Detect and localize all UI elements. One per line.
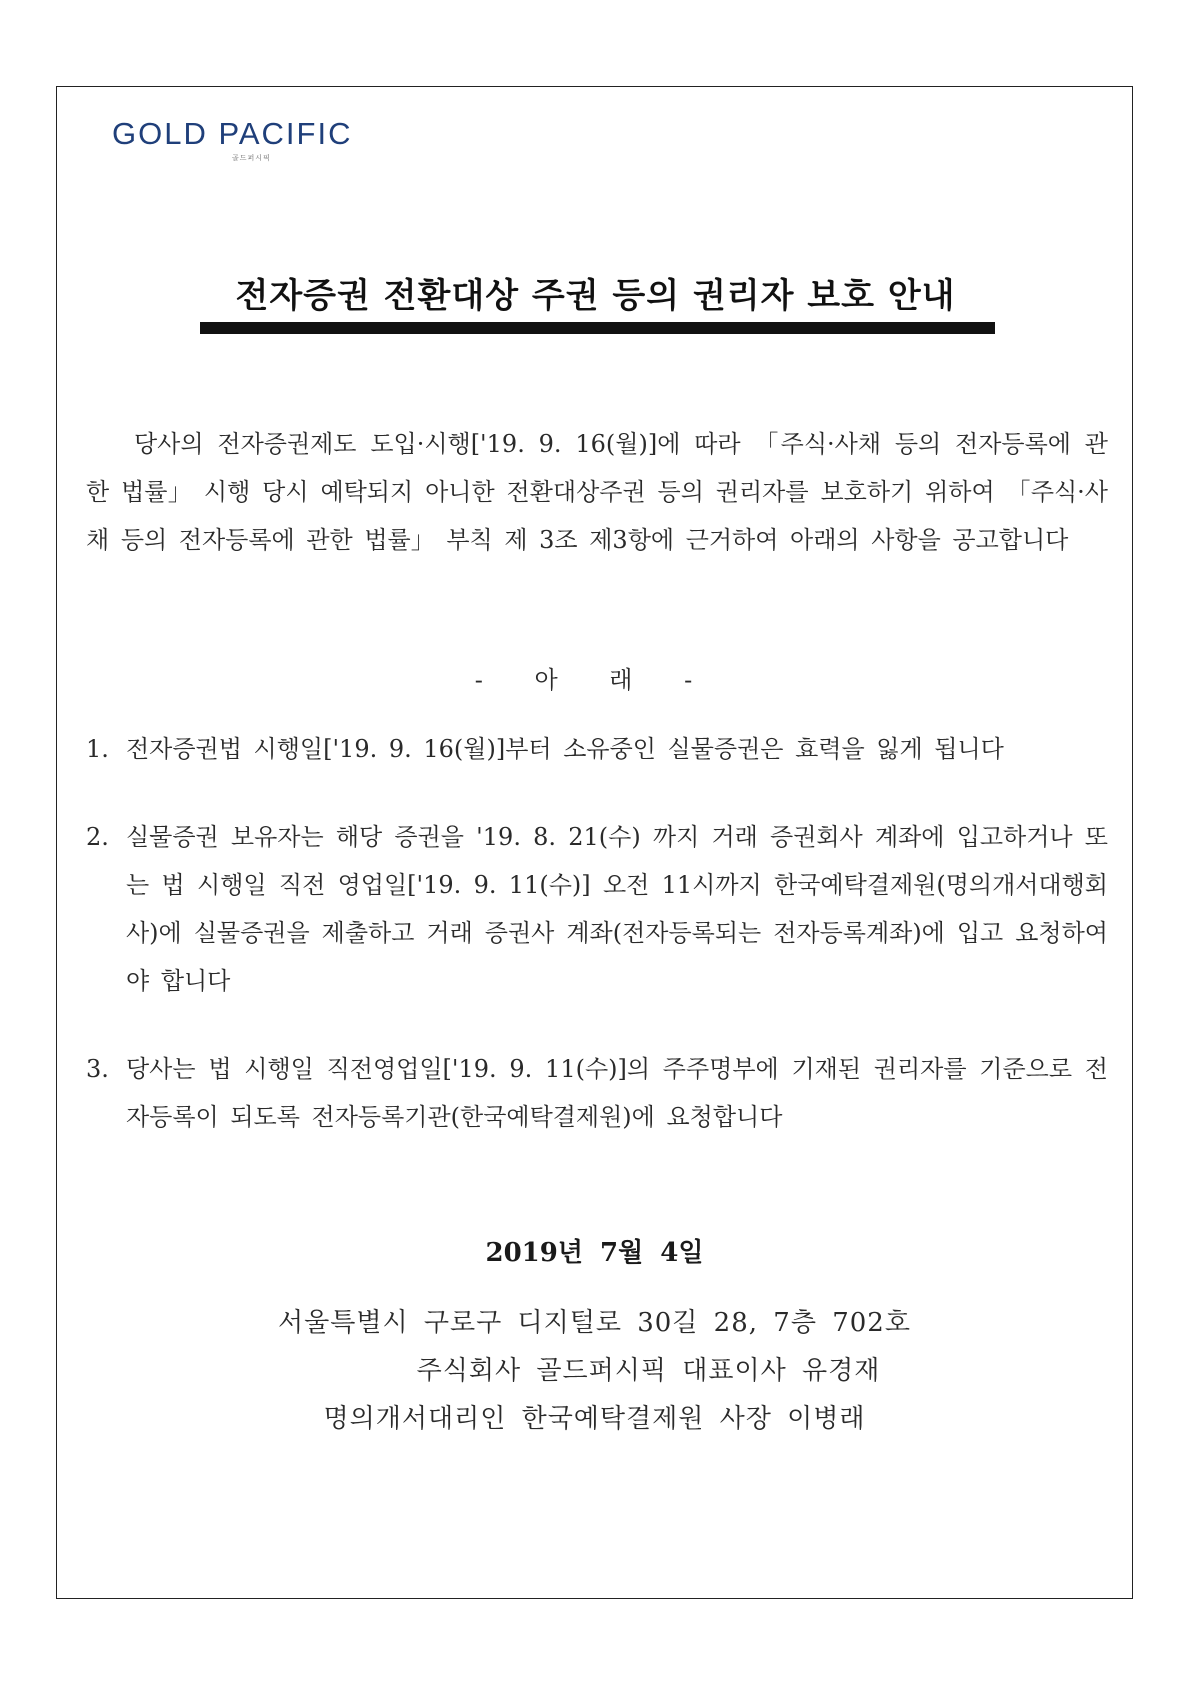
item-text: 당사는 법 시행일 직전영업일['19. 9. 11(수)]의 주주명부에 기재된 권리자를 기준으로 전자등록이 되도록 전자등록기관(한국예탁결제원)에 요청합니다 <box>126 1055 1108 1131</box>
item-number: 3. <box>86 1055 109 1083</box>
signature-company: 주식회사 골드퍼시픽 대표이사 유경재 <box>416 1356 881 1386</box>
list-item <box>86 725 1108 773</box>
signature-address: 서울특별시 구로구 디지털로 30길 28, 7층 702호 <box>278 1308 911 1338</box>
list-item <box>86 1045 1108 1141</box>
logo-wordmark: GOLD PACIFIC <box>112 116 353 151</box>
notice-title: 전자증권 전환대상 주권 등의 권리자 보호 안내 <box>235 276 956 316</box>
item-number: 1. <box>86 735 109 763</box>
logo-subtitle: 골드퍼시픽 <box>232 154 271 162</box>
intro-paragraph: 당사의 전자증권제도 도입·시행['19. 9. 16(월)]에 따라 「주식·사채 등의 전자등록에 관한 법률」 시행 당시 예탁되지 아니한 전환대상주권 등의 권리자를 보호하기 위하여 「주식·사채 등의 전자등록에 관한 법률」 부칙 제 3조 제3항에 근거하여 아래의 사항을 공고합니다 <box>86 430 1108 554</box>
item-text: 전자증권법 시행일['19. 9. 16(월)]부터 소유중인 실물증권은 효력을 잃게 됩니다 <box>126 735 1004 763</box>
company-logo <box>112 118 412 163</box>
item-text: 실물증권 보유자는 해당 증권을 '19. 8. 21(수) 까지 거래 증권회사 계좌에 입고하거나 또는 법 시행일 직전 영업일['19. 9. 11(수)] 오전 11시까지 한국예탁결제원(명의개서대행회사)에 실물증권을 제출하고 거래 증권사 계좌(전자등록되는 전자등록계좌)에 입고 요청하여야 합니다 <box>126 823 1108 995</box>
notice-items <box>86 725 1108 1141</box>
notice-date: 2019년 7월 4일 <box>485 1238 704 1268</box>
signature-agent: 명의개서대리인 한국예탁결제원 사장 이병래 <box>323 1404 866 1434</box>
item-number: 2. <box>86 823 109 851</box>
list-item <box>86 813 1108 1005</box>
section-label: - 아 래 - <box>474 666 715 694</box>
title-underline <box>200 322 995 334</box>
